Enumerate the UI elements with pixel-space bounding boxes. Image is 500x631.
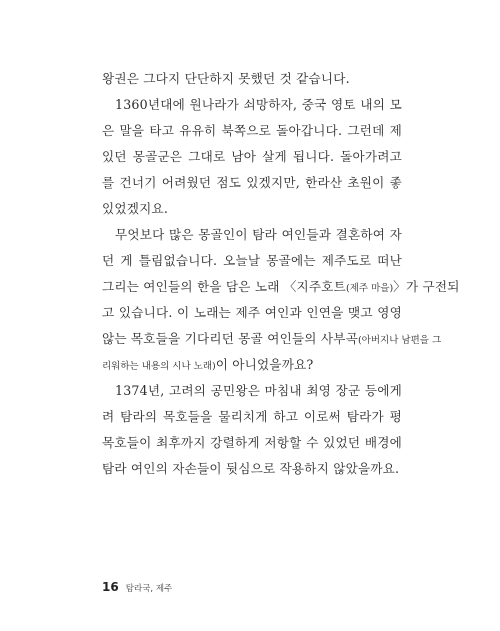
inline-annotation: 리워하는 내용의 시나 노래) — [102, 361, 216, 372]
page-number: 16 — [102, 580, 119, 594]
text-line: 은 말을 타고 유유히 북쪽으로 돌아갑니다. 그런데 제 — [102, 123, 402, 138]
paragraph-start-line: 무엇보다 많은 몽골인이 탐라 여인들과 결혼하여 자 — [115, 227, 402, 242]
text-line: 탐라 여인의 자손들이 뒷심으로 작용하지 않았을까요. — [102, 461, 400, 476]
text-line: 있던 몽골군은 그대로 남아 살게 됩니다. 돌아가려고 — [102, 149, 402, 164]
running-title: 탐라국, 제주 — [125, 584, 173, 594]
text-line: 고 있습니다. 이 노래는 제주 여인과 인연을 맺고 영영 — [102, 305, 402, 320]
inline-annotation: (아버지나 남편을 그 — [357, 335, 442, 346]
text-line-with-annotation — [102, 352, 402, 378]
page-footer — [102, 578, 172, 594]
text-line: 목호들이 최후까지 강렬하게 저항할 수 있었던 배경에 — [102, 435, 402, 450]
text-segment: 이 아니었을까요? — [215, 357, 314, 372]
text-segment: 그리는 여인들의 한을 담은 노래 〈지주호트 — [102, 279, 347, 294]
text-segment: 않는 목호들을 기다리던 몽골 여인들의 사부곡 — [102, 331, 358, 346]
text-segment: 〉가 구전되 — [393, 279, 460, 294]
text-line: 를 건너기 어려웠던 점도 있겠지만, 한라산 초원이 좋 — [102, 175, 402, 190]
inline-annotation: (제주 마을) — [346, 283, 394, 294]
text-line-with-annotation — [102, 274, 460, 300]
text-line: 려 탐라의 목호들을 물리치게 하고 이로써 탐라가 평 — [102, 409, 402, 424]
text-line-with-annotation — [102, 326, 442, 352]
text-line: 있었겠지요. — [102, 201, 169, 216]
text-line: 던 게 틀림없습니다. 오늘날 몽골에는 제주도로 떠난 — [102, 253, 402, 268]
body-text — [102, 66, 460, 482]
paragraph-start-line: 1374년, 고려의 공민왕은 마침내 최영 장군 등에게 — [115, 383, 402, 398]
text-line: 왕권은 그다지 단단하지 못했던 것 같습니다. — [102, 71, 350, 86]
paragraph-start-line: 1360년대에 원나라가 쇠망하자, 중국 영토 내의 모 — [115, 97, 402, 112]
